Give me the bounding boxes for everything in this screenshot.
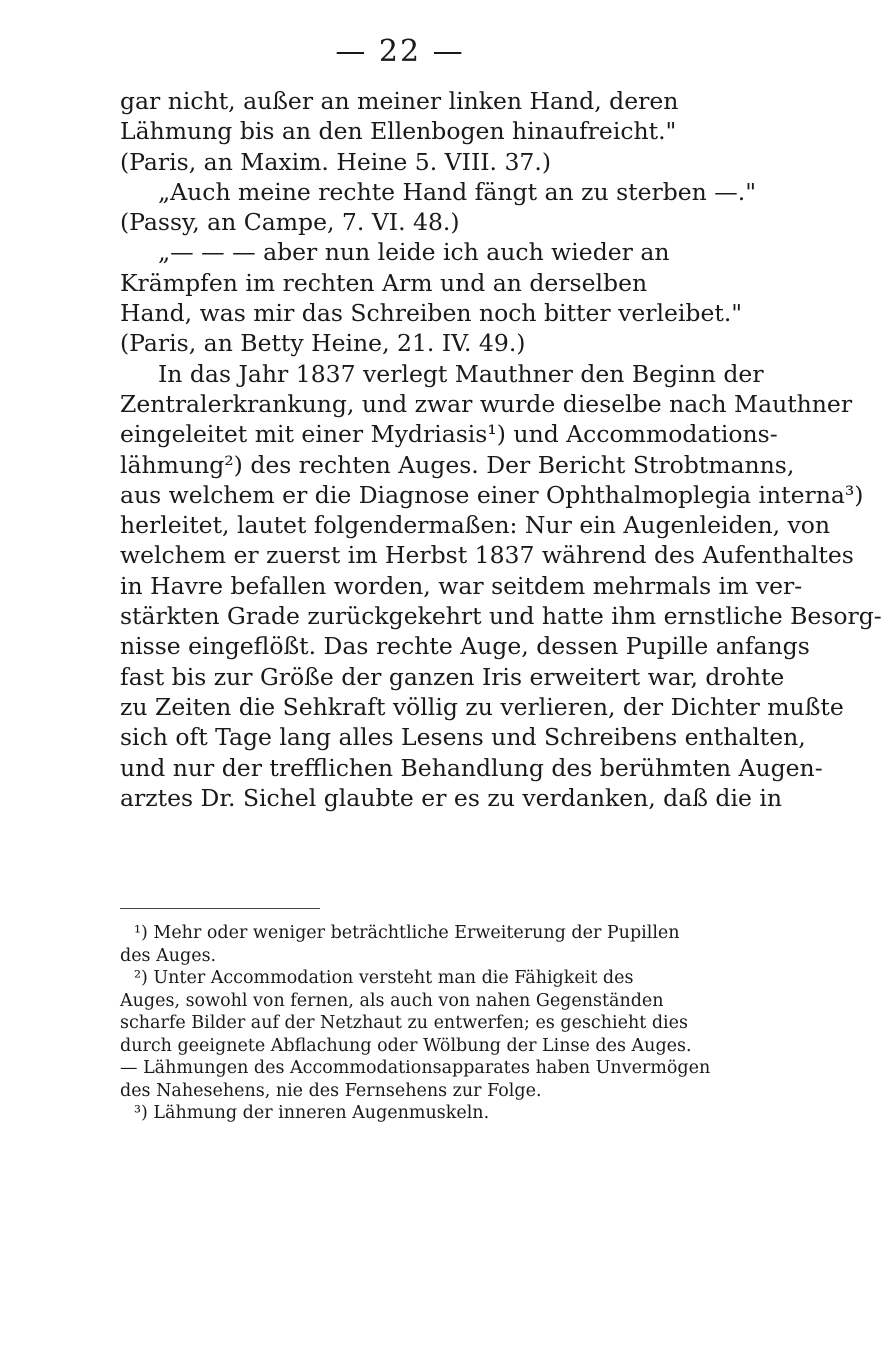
footnote-line: durch geeignete Abflachung oder Wölbung der Linse des Auges. xyxy=(120,1035,692,1056)
text-line: stärkten Grade zurückgekehrt und hatte ihm ernstliche Besorg- xyxy=(120,602,882,631)
footnote-line: ¹) Mehr oder weniger beträchtliche Erweiterung der Pupillen xyxy=(134,923,680,943)
text-line: In das Jahr 1837 verlegt Mauthner den Beginn der xyxy=(158,359,764,388)
text-line: und nur der trefflichen Behandlung des berühmten Augen- xyxy=(120,753,823,782)
text-line: nisse eingeflößt. Das rechte Auge, dessen Pupille anfangs xyxy=(120,632,810,661)
body-text xyxy=(120,86,882,813)
text-line: fast bis zur Größe der ganzen Iris erweitert war, drohte xyxy=(120,662,785,691)
text-line: welchem er zuerst im Herbst 1837 während des Aufenthaltes xyxy=(120,541,854,570)
footnote-line: ²) Unter Accommodation versteht man die Fähigkeit des xyxy=(134,968,634,988)
text-line: (Passy, an Campe, 7. VI. 48.) xyxy=(120,208,460,237)
footnote-divider xyxy=(120,908,320,909)
text-line: arztes Dr. Sichel glaubte er es zu verdanken, daß die in xyxy=(120,783,782,812)
footnote-line: — Lähmungen des Accommodationsapparates haben Unvermögen xyxy=(120,1058,711,1078)
text-line: eingeleitet mit einer Mydriasis¹) und Accommodations- xyxy=(120,420,778,449)
footnotes xyxy=(120,922,711,1125)
text-line: gar nicht, außer an meiner linken Hand, deren xyxy=(120,87,679,115)
text-line: (Paris, an Maxim. Heine 5. VIII. 37.) xyxy=(120,147,551,176)
footnote-line: ³) Lähmung der inneren Augenmuskeln. xyxy=(134,1103,490,1123)
text-line: Hand, was mir das Schreiben noch bitter verleibet." xyxy=(120,299,743,328)
footnote-line: Auges, sowohl von fernen, als auch von nahen Gegenständen xyxy=(120,990,664,1011)
text-line: „Auch meine rechte Hand fängt an zu sterben —." xyxy=(158,177,757,206)
text-line: lähmung²) des rechten Auges. Der Bericht Strobtmanns, xyxy=(120,450,795,479)
text-line: Krämpfen im rechten Arm und an derselben xyxy=(120,268,648,297)
text-line: sich oft Tage lang alles Lesens und Schreibens enthalten, xyxy=(120,723,806,752)
text-line: zu Zeiten die Sehkraft völlig zu verlieren, der Dichter mußte xyxy=(120,692,844,721)
page-number: — 22 — xyxy=(335,34,465,69)
footnote-line: scharfe Bilder auf der Netzhaut zu entwerfen; es geschieht dies xyxy=(120,1013,688,1033)
text-line: aus welchem er die Diagnose einer Ophthalmoplegia interna³) xyxy=(120,480,864,509)
footnote-line: des Nahesehens, nie des Fernsehens zur Folge. xyxy=(120,1080,542,1101)
text-line: in Havre befallen worden, war seitdem mehrmals im ver- xyxy=(120,571,803,600)
text-line: „— — — aber nun leide ich auch wieder an xyxy=(158,238,670,267)
text-line: herleitet, lautet folgendermaßen: Nur ein Augenleiden, von xyxy=(120,511,831,540)
footnote-line: des Auges. xyxy=(120,945,217,966)
text-line: Zentralerkrankung, und zwar wurde dieselbe nach Mauthner xyxy=(120,389,853,418)
text-line: Lähmung bis an den Ellenbogen hinaufreicht." xyxy=(120,117,677,146)
text-line: (Paris, an Betty Heine, 21. IV. 49.) xyxy=(120,329,526,358)
